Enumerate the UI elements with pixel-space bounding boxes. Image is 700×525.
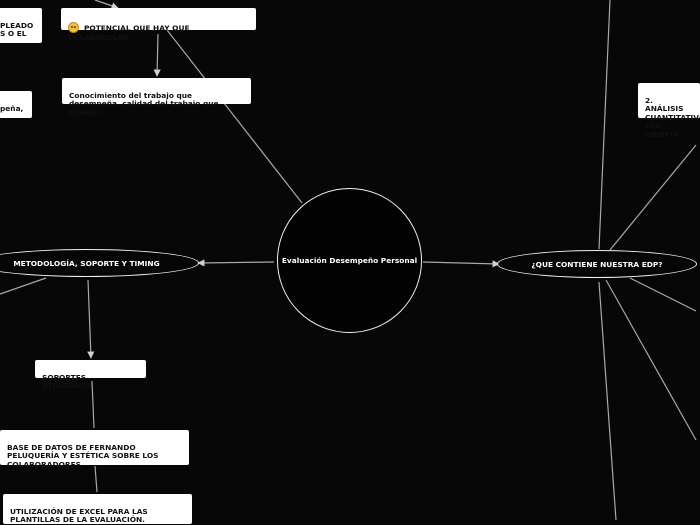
connector-methodology-to-supports [88,280,91,358]
excel-topic-label: UTILIZACIÓN DE EXCEL PARA LAS PLANTILLAS DE LA EVALUACIÓN. [10,506,148,525]
contents-branch-label: ¿QUE CONTIENE NUESTRA EDP? [531,259,663,269]
employee-topic-node[interactable] [0,8,42,43]
connector-potential-to-knowledge [157,34,158,76]
central-topic-label: Evaluación Desempeño Personal [281,256,418,265]
performance-topic-node[interactable] [0,91,32,118]
smiley-emoji-icon [68,22,79,33]
connector-center-to-top [167,30,302,203]
connector-contents-to-analysis [610,145,696,250]
connector-contents-down [599,282,616,520]
supports-topic-node[interactable] [35,360,146,391]
methodology-branch-label: METODOLOGÍA, SOPORTE Y TIMING [13,258,160,268]
employee-topic-label: PLEADO S O EL [0,20,34,39]
contents-branch-node[interactable] [497,250,697,278]
potential-topic-label: POTENCIAL QUE HAY QUE DESARROLLAR. [68,23,190,42]
connector-top-offscreen [95,0,118,8]
connector-contents-right [630,278,696,311]
knowledge-topic-node[interactable] [62,78,251,117]
database-topic-label: BASE DE DATOS DE FERNANDO PELUQUERÍA Y ESTÉTICA SOBRE LOS COLABORADORES. [7,442,159,469]
analysis-topic-node[interactable] [638,83,700,139]
performance-topic-label: peña, [0,103,24,113]
excel-topic-node[interactable] [3,494,192,524]
analysis-topic-label: 2. ANÁLISIS CUANTITATIV LOS OBJETIV [645,95,700,139]
connector-contents-up [599,0,610,249]
connector-database-to-excel [95,466,97,492]
supports-topic-label: SOPORTES UTILIZADOS. [42,372,95,391]
knowledge-topic-label: Conocimiento del trabajo que desempeña, calidad del trabajo que realiza... [69,90,219,117]
database-topic-node[interactable] [0,430,189,469]
potential-topic-node[interactable] [61,8,256,42]
central-topic-node[interactable] [277,188,422,333]
connector-center-to-methodology [198,262,274,263]
connector-center-to-contents [423,262,499,264]
connector-methodology-left [0,278,46,294]
